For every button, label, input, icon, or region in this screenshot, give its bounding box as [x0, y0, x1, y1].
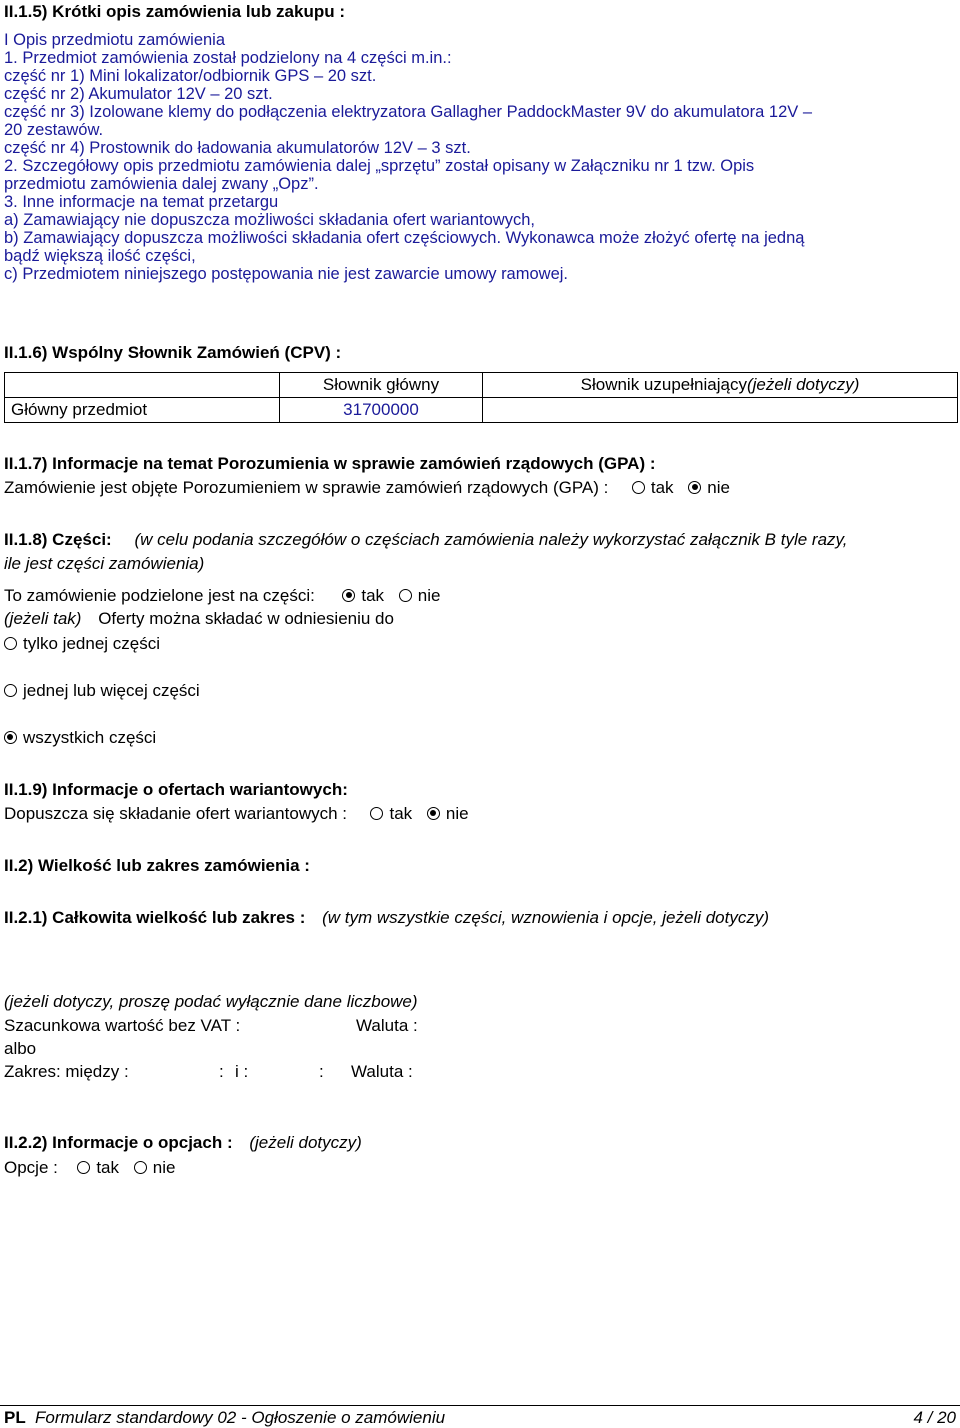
- gpa-question: Zamówienie jest objęte Porozumieniem w sprawie zamówień rządowych (GPA) :: [4, 478, 609, 497]
- description-line: przedmiotu zamówienia dalej zwany „Opz”.: [4, 175, 319, 193]
- section-heading-gpa: II.1.7) Informacje na temat Porozumienia w sprawie zamówień rządowych (GPA) :: [4, 454, 656, 473]
- radio-icon: [77, 1161, 90, 1174]
- options-question-row: [4, 1158, 185, 1178]
- description-line: c) Przedmiotem niniejszego postępowania nie jest zawarcie umowy ramowej.: [4, 265, 568, 283]
- parts-choice-one-or-more[interactable]: jednej lub więcej części: [4, 681, 200, 701]
- parts-option-no[interactable]: nie: [399, 586, 441, 606]
- parts-question-row: [4, 586, 450, 606]
- footer-divider: [0, 1405, 960, 1406]
- radio-icon: [399, 589, 412, 602]
- radio-icon: [134, 1161, 147, 1174]
- variants-option-no[interactable]: nie: [427, 804, 469, 824]
- gpa-question-row: [4, 478, 740, 498]
- description-line: 1. Przedmiot zamówienia został podzielony na 4 części m.in.:: [4, 49, 452, 67]
- description-line: część nr 4) Prostownik do ładowania akumulatorów 12V – 3 szt.: [4, 139, 471, 157]
- parts-note-line2: ile jest części zamówienia): [4, 554, 205, 573]
- options-question: Opcje :: [4, 1158, 58, 1177]
- radio-icon: [632, 481, 645, 494]
- section-heading-total-quantity: II.2.1) Całkowita wielkość lub zakres :: [4, 908, 306, 927]
- radio-selected-icon: [688, 481, 701, 494]
- range-colon-2: :: [319, 1062, 324, 1081]
- description-line: I Opis przedmiotu zamówienia: [4, 31, 226, 49]
- section-heading-cpv: II.1.6) Wspólny Słownik Zamówień (CPV) :: [4, 343, 342, 362]
- options-note: (jeżeli dotyczy): [249, 1133, 362, 1152]
- footer-page-number: 4 / 20: [913, 1408, 956, 1427]
- parts-choice-one[interactable]: tylko jednej części: [4, 634, 160, 654]
- description-line: b) Zamawiający dopuszcza możliwości składania ofert częściowych. Wykonawca może złożyć ofertę na jedną: [4, 229, 805, 247]
- radio-selected-icon: [427, 807, 440, 820]
- description-line: 2. Szczegółowy opis przedmiotu zamówienia dalej „sprzętu” został opisany w Załączniku nr 1 tzw. Opis: [4, 157, 755, 175]
- radio-selected-icon: [342, 589, 355, 602]
- total-quantity-note: (w tym wszystkie części, wznowienia i opcje, jeżeli dotyczy): [322, 908, 769, 927]
- description-line: 3. Inne informacje na temat przetargu: [4, 193, 279, 211]
- radio-selected-icon: [4, 731, 17, 744]
- variants-question-row: [4, 804, 479, 824]
- cpv-empty-header-cell: [5, 373, 280, 398]
- section-heading-parts: II.1.8) Części:: [4, 530, 112, 549]
- options-option-yes[interactable]: tak: [77, 1158, 119, 1178]
- cpv-main-code: 31700000: [280, 398, 483, 423]
- options-heading-row: [4, 1133, 362, 1153]
- description-line: a) Zamawiający nie dopuszcza możliwości składania ofert wariantowych,: [4, 211, 535, 229]
- description-line: część nr 1) Mini lokalizator/odbiornik GPS – 20 szt.: [4, 67, 377, 85]
- parts-choice-all[interactable]: wszystkich części: [4, 728, 156, 748]
- variants-question: Dopuszcza się składanie ofert wariantowych :: [4, 804, 347, 823]
- section-heading-options: II.2.2) Informacje o opcjach :: [4, 1133, 233, 1152]
- short-description-text: [4, 31, 954, 283]
- parts-offers-row: [4, 609, 394, 629]
- range-label: Zakres: między :: [4, 1062, 129, 1081]
- variants-option-yes[interactable]: tak: [370, 804, 412, 824]
- estimate-currency-label: Waluta :: [356, 1016, 418, 1035]
- footer-lang: PL: [4, 1408, 26, 1427]
- radio-icon: [4, 637, 17, 650]
- range-colon: :: [219, 1062, 224, 1081]
- cpv-main-header: Słownik główny: [280, 373, 483, 398]
- cpv-extra-header: Słownik uzupełniający(jeżeli dotyczy): [483, 373, 958, 398]
- range-and-label: i :: [235, 1062, 249, 1081]
- parts-heading-row: [4, 530, 848, 550]
- estimate-label: Szacunkowa wartość bez VAT :: [4, 1016, 241, 1035]
- cpv-table: [4, 372, 958, 423]
- gpa-option-no[interactable]: nie: [688, 478, 730, 498]
- parts-note-line1: (w celu podania szczegółów o częściach zamówienia należy wykorzystać załącznik B tyle razy,: [134, 530, 848, 549]
- description-line: część nr 2) Akumulator 12V – 20 szt.: [4, 85, 273, 103]
- parts-question: To zamówienie podzielone jest na części:: [4, 586, 315, 605]
- parts-option-yes[interactable]: tak: [342, 586, 384, 606]
- description-line: bądź większą ilość części,: [4, 247, 196, 265]
- radio-icon: [370, 807, 383, 820]
- radio-icon: [4, 684, 17, 697]
- section-heading-scope: II.2) Wielkość lub zakres zamówienia :: [4, 856, 310, 875]
- options-option-no[interactable]: nie: [134, 1158, 176, 1178]
- numbers-only-note: (jeżeli dotyczy, proszę podać wyłącznie dane liczbowe): [4, 992, 418, 1011]
- description-line: 20 zestawów.: [4, 121, 104, 139]
- total-quantity-heading-row: [4, 908, 769, 928]
- section-heading-variants: II.1.9) Informacje o ofertach wariantowych:: [4, 780, 348, 799]
- gpa-option-yes[interactable]: tak: [632, 478, 674, 498]
- description-line: część nr 3) Izolowane klemy do podłączenia elektryzatora Gallagher PaddockMaster 9V do akumulatora 12V –: [4, 103, 813, 121]
- parts-offers-text: Oferty można składać w odniesieniu do: [98, 609, 394, 628]
- cpv-extra-code: [483, 398, 958, 423]
- parts-if-yes: (jeżeli tak): [4, 609, 82, 628]
- footer-form-title: Formularz standardowy 02 - Ogłoszenie o zamówieniu: [35, 1408, 446, 1427]
- or-text: albo: [4, 1039, 37, 1058]
- range-currency-label: Waluta :: [351, 1062, 413, 1081]
- section-heading-short-description: II.1.5) Krótki opis zamówienia lub zakupu :: [4, 2, 345, 21]
- cpv-row-label: Główny przedmiot: [5, 398, 280, 423]
